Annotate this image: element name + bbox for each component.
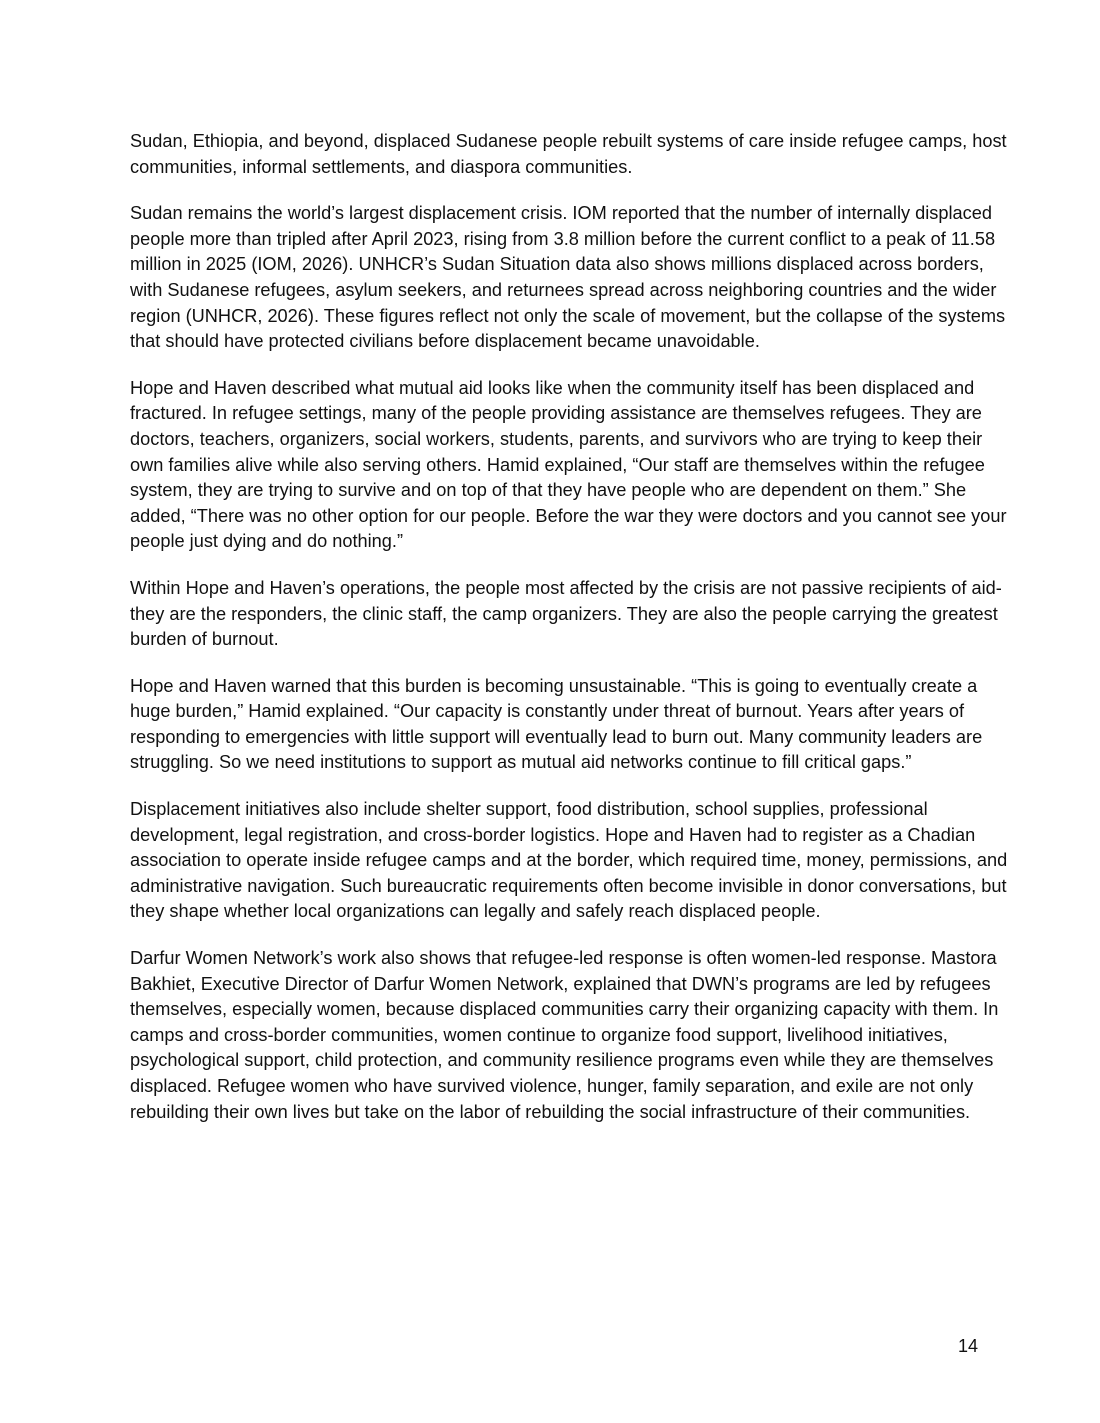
paragraph-2: Sudan remains the world’s largest displacement crisis. IOM reported that the number of internally displaced people more than tripled after April 2023, rising from 3.8 million before the current conflict to a peak of 11.58 million in 2025 (IOM, 2026). UNHCR’s Sudan Situation data also shows millions displaced across borders, with Sudanese refugees, asylum seekers, and returnees spread across neighboring countries and the wider region (UNHCR, 2026). These figures reflect not only the scale of movement, but the collapse of the systems that should have protected civilians before displacement became unavoidable. xyxy=(130,203,1006,352)
paragraph-6: Displacement initiatives also include shelter support, food distribution, school supplies, professional development, legal registration, and cross-border logistics. Hope and Haven had to register as a Chadian association to operate inside refugee camps and at the border, which required time, money, permissions, and administrative navigation. Such bureaucratic requirements often become invisible in donor conversations, but they shape whether local organizations can legally and safely reach displaced people. xyxy=(130,799,1008,922)
paragraph-1: Sudan, Ethiopia, and beyond, displaced Sudanese people rebuilt systems of care inside refugee camps, host communities, informal settlements, and diaspora communities. xyxy=(130,131,1007,177)
paragraph-4: Within Hope and Haven’s operations, the people most affected by the crisis are not passive recipients of aid- they are the responders, the clinic staff, the camp organizers. They are also the people carrying the greatest burden of burnout. xyxy=(130,577,1002,650)
paragraph-3: Hope and Haven described what mutual aid looks like when the community itself has been displaced and fractured. In refugee settings, many of the people providing assistance are themselves refugees. They are doctors, teachers, organizers, social workers, students, parents, and survivors who are trying to keep their own families alive while also serving others. Hamid explained, “Our staff are themselves within the refugee system, they are trying to survive and on top of that they have people who are dependent on them.” She added, “There was no other option for our people. Before the war they were doctors and you cannot see your people just dying and do nothing.” xyxy=(130,377,1007,552)
paragraph-7: Darfur Women Network’s work also shows that refugee-led response is often women-led response. Mastora Bakhiet, Executive Director of Darfur Women Network, explained that DWN’s programs are led by refugees themselves, especially women, because displaced communities carry their organizing capacity with them. In camps and cross-border communities, women continue to organize food support, livelihood initiatives, psychological support, child protection, and community resilience programs even while they are themselves displaced. Refugee women who have survived violence, hunger, family separation, and exile are not only rebuilding their own lives but take on the labor of rebuilding the social infrastructure of their communities. xyxy=(130,948,999,1122)
body-text xyxy=(130,129,1010,1146)
page-number: 14 xyxy=(957,1336,978,1356)
paragraph-5: Hope and Haven warned that this burden is becoming unsustainable. “This is going to eventually create a huge burden,” Hamid explained. “Our capacity is constantly under threat of burnout. Years after years of responding to emergencies with little support will eventually lead to burn out. Many community leaders are struggling. So we need institutions to support as mutual aid networks continue to fill critical gaps.” xyxy=(130,675,983,773)
